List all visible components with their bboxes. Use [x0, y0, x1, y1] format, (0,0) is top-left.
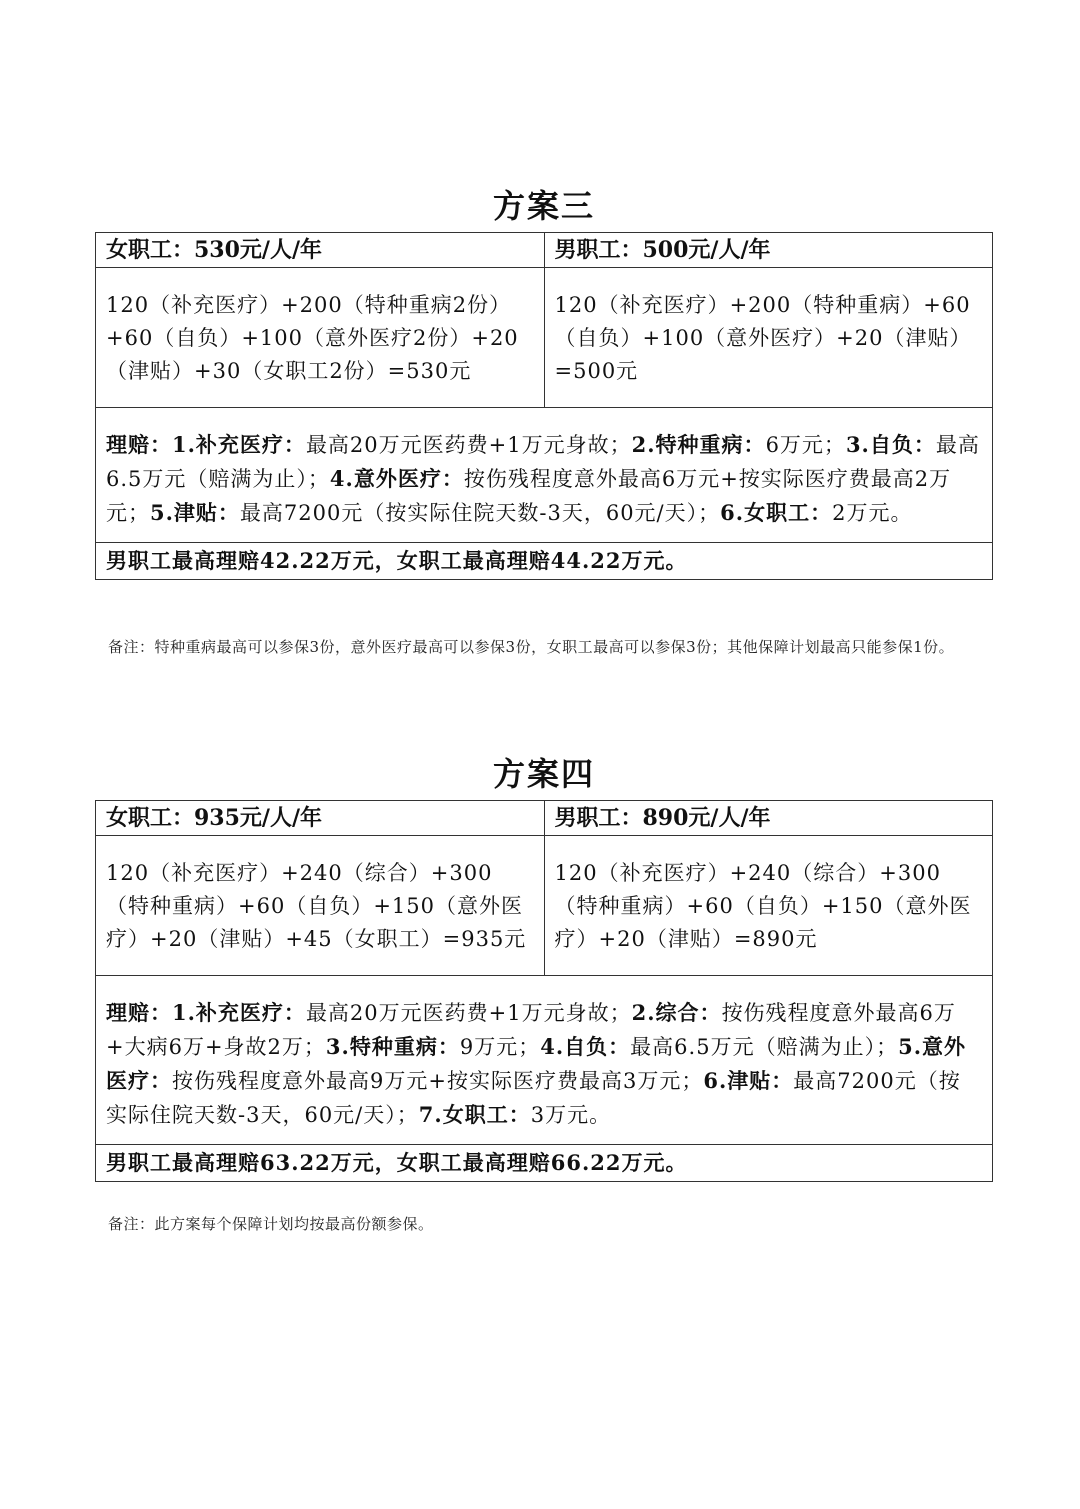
claim-item-label: 3.特种重病：: [325, 1034, 460, 1059]
female-premium-formula: 120（补充医疗）+240（综合）+300（特种重病）+60（自负）+150（意外医疗）+20（津贴）+45（女职工）=935元: [96, 836, 545, 976]
claim-item-text: 最高7200元（按实际住院天数-3天，60元/天）；: [106, 1069, 961, 1127]
claim-item-label: 5.津贴：: [150, 500, 240, 525]
claim-item-text: 最高20万元医药费+1万元身故；: [305, 1001, 632, 1025]
claim-item-text: 按伤残程度意外最高6万元+按实际医疗费最高2万元；: [106, 467, 952, 525]
plan-three-note: 备注：特种重病最高可以参保3份，意外医疗最高可以参保3份，女职工最高可以参保3份；其他保障计划最高只能参保1份。: [108, 638, 955, 656]
male-premium-formula: 120（补充医疗）+240（综合）+300（特种重病）+60（自负）+150（意外医疗）+20（津贴）=890元: [544, 836, 993, 976]
claim-item-text: 按伤残程度意外最高6万+大病6万+身故2万；: [106, 1001, 956, 1059]
claim-item-text: 2万元。: [832, 501, 913, 525]
claim-item-label: 1.补充医疗：: [172, 1000, 306, 1025]
claim-item-label: 5.意外医疗：: [106, 1034, 967, 1093]
max-claim-summary: 男职工最高理赔42.22万元，女职工最高理赔44.22万元。: [96, 543, 993, 580]
claim-item-text: 最高6.5万元（赔满为止）；: [630, 1035, 899, 1059]
claim-item-label: 6.女职工：: [720, 500, 833, 525]
claim-item-label: 6.津贴：: [703, 1068, 794, 1093]
male-premium-formula: 120（补充医疗）+200（特种重病）+60（自负）+100（意外医疗）+20（津贴）=500元: [544, 268, 993, 408]
claim-item-label: 1.补充医疗：: [172, 432, 306, 457]
plan-three-section: [95, 186, 993, 580]
plan-three-table: [95, 232, 993, 580]
claim-item-label: 2.特种重病：: [631, 432, 766, 457]
plan-four-note: 备注：此方案每个保障计划均按最高份额参保。: [108, 1215, 434, 1233]
claim-item-label: 4.自负：: [540, 1034, 631, 1059]
claim-item-text: 9万元；: [459, 1035, 541, 1059]
plan-three-title: 方案三: [492, 187, 595, 225]
female-price-header: 女职工：530元/人/年: [96, 233, 545, 268]
plan-four-title: 方案四: [492, 755, 595, 793]
male-price-header: 男职工：890元/人/年: [544, 801, 993, 836]
claim-item-text: 最高20万元医药费+1万元身故；: [305, 433, 632, 457]
plan-four-table: [95, 800, 993, 1182]
plan-four-section: [95, 754, 993, 1182]
claim-item-label: 3.自负：: [845, 432, 936, 457]
claims-label: 理赔：: [106, 432, 172, 457]
female-premium-formula: 120（补充医疗）+200（特种重病2份）+60（自负）+100（意外医疗2份）+20（津贴）+30（女职工2份）=530元: [96, 268, 545, 408]
claim-item-text: 3万元。: [530, 1103, 612, 1127]
claim-item-text: 按伤残程度意外最高9万元+按实际医疗费最高3万元；: [172, 1069, 704, 1093]
claim-item-text: 最高6.5万元（赔满为止）；: [106, 433, 980, 491]
claim-item-label: 4.意外医疗：: [329, 466, 464, 491]
claim-item-text: 6万元；: [765, 433, 846, 457]
claims-details: [96, 976, 993, 1145]
claim-item-text: 最高7200元（按实际住院天数-3天，60元/天）；: [239, 501, 721, 525]
claim-item-label: 7.女职工：: [418, 1102, 531, 1127]
claim-item-label: 2.综合：: [631, 1000, 722, 1025]
claims-details: [96, 408, 993, 543]
female-price-header: 女职工：935元/人/年: [96, 801, 545, 836]
male-price-header: 男职工：500元/人/年: [544, 233, 993, 268]
claims-label: 理赔：: [106, 1000, 172, 1025]
max-claim-summary: 男职工最高理赔63.22万元，女职工最高理赔66.22万元。: [96, 1145, 993, 1182]
